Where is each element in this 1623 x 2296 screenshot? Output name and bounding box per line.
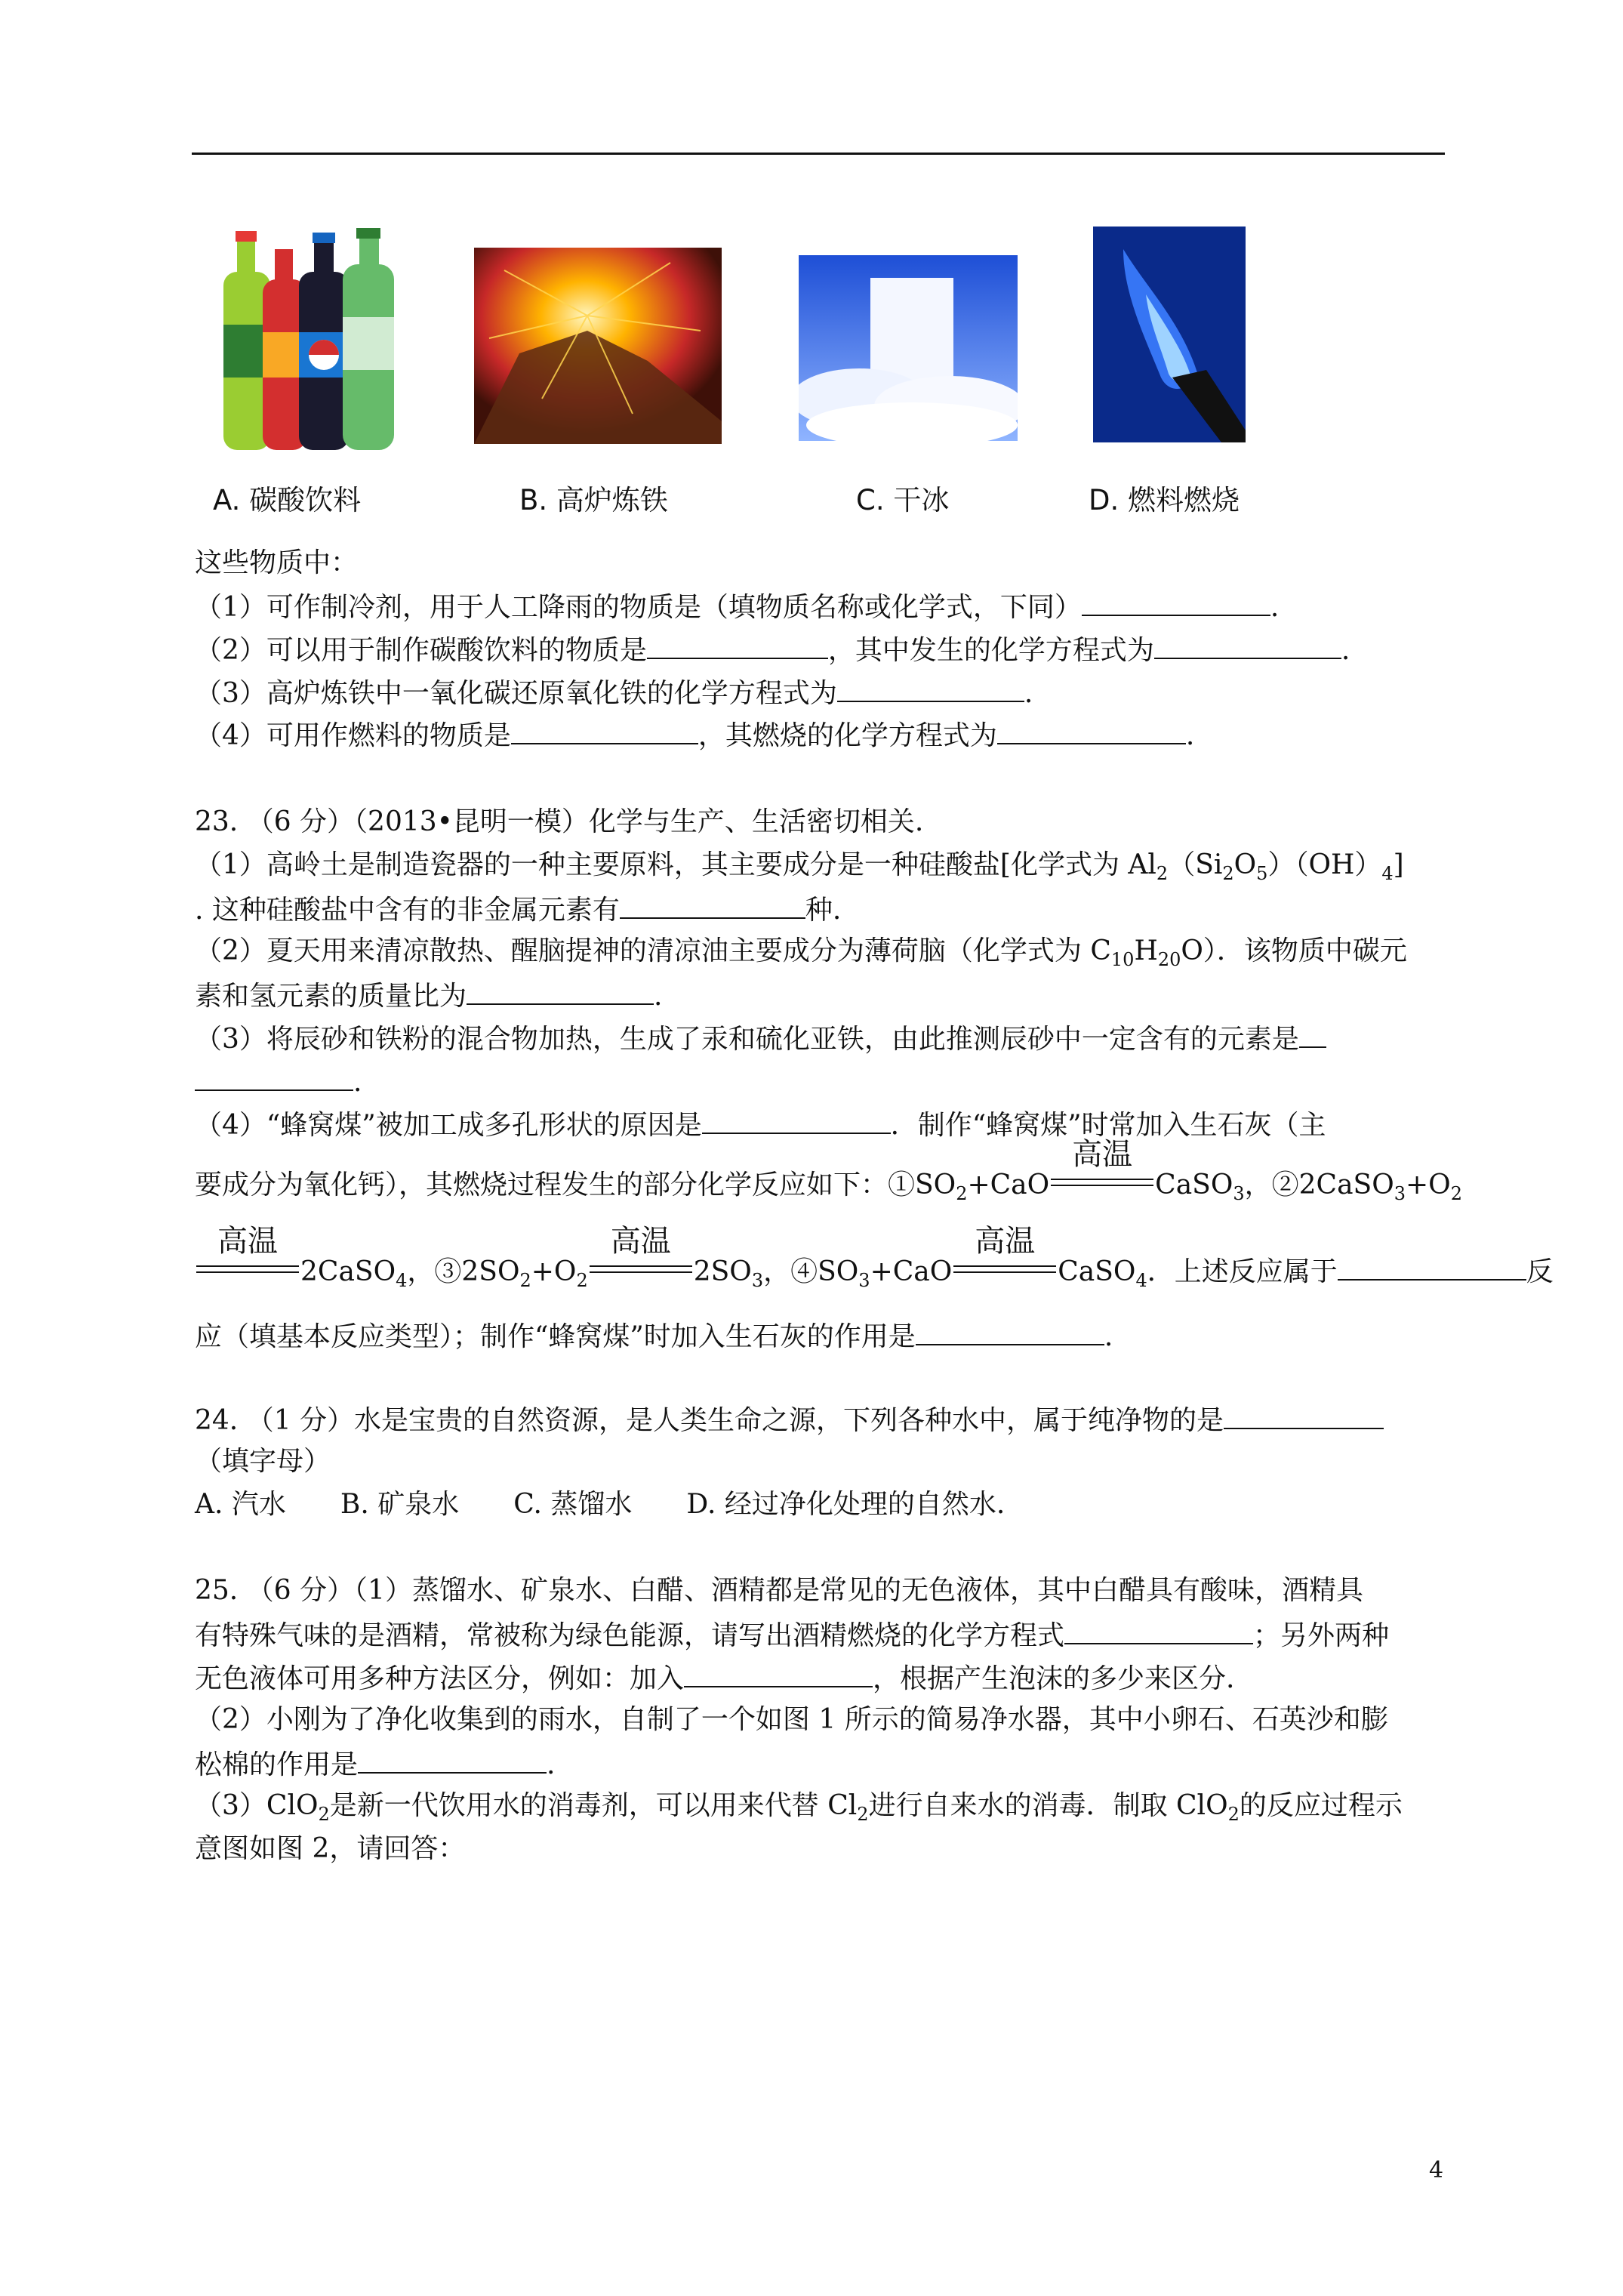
answer-blank[interactable]: [1154, 632, 1341, 659]
answer-blank[interactable]: [1299, 1021, 1326, 1048]
answer-blank[interactable]: [358, 1746, 547, 1774]
q25-line2: 有特殊气味的是酒精，常被称为绿色能源，请写出酒精燃烧的化学方程式 ；另外两种: [195, 1617, 1389, 1653]
q23-part3-line2: .: [195, 1064, 362, 1099]
answer-blank[interactable]: [1064, 1617, 1253, 1644]
q25-line4: （2）小刚为了净化收集到的雨水，自制了一个如图 1 所示的简易净水器，其中小卵石、石英沙和膨: [195, 1704, 1388, 1735]
answer-blank[interactable]: [837, 675, 1024, 702]
gas-flame-image: [1093, 227, 1246, 442]
q24-choices: A. 汽水 B. 矿泉水 C. 蒸馏水 D. 经过净化处理的自然水.: [195, 1489, 1006, 1520]
q23-part3-line1: （3）将辰砂和铁粉的混合物加热，生成了汞和硫化亚铁，由此推测辰砂中一定含有的元素是: [195, 1021, 1326, 1056]
answer-blank[interactable]: [997, 717, 1186, 744]
q25-line5: 松棉的作用是 .: [195, 1746, 555, 1782]
answer-blank[interactable]: [511, 717, 698, 744]
q23-part4-line2: 要成分为氧化钙），其燃烧过程发生的部分化学反应如下：$①SO_2+CaO$ 高温 CaSO$_3$，$②2CaSO_3+O_2$: [195, 1137, 1462, 1204]
answer-blank[interactable]: [1224, 1402, 1384, 1429]
q23-part2-line2: 素和氢元素的质量比为 .: [195, 978, 662, 1013]
answer-blank[interactable]: [916, 1318, 1104, 1345]
high-temp-condition-sign: 高温: [590, 1265, 692, 1281]
answer-blank[interactable]: [647, 632, 828, 659]
answer-blank[interactable]: [702, 1107, 891, 1134]
answer-blank[interactable]: [195, 1064, 353, 1091]
high-temp-condition-sign: 高温: [1051, 1179, 1153, 1194]
q25-line3: 无色液体可用多种方法区分，例如：加入 ，根据产生泡沫的多少来区分.: [195, 1660, 1234, 1696]
q25-line1: 25. （6 分）（1）蒸馏水、矿泉水、白醋、酒精都是常见的无色液体，其中白醋具有酸味，酒精具: [195, 1575, 1363, 1606]
q25-line7: 意图如图 2，请回答：: [195, 1833, 466, 1864]
answer-blank[interactable]: [1338, 1253, 1526, 1281]
q23-part4-line1: （4）“蜂窝煤”被加工成多孔形状的原因是 ．制作“蜂窝煤”时常加入生石灰（主: [195, 1107, 1326, 1142]
option-b-caption: B. 高炉炼铁: [519, 484, 668, 516]
q22-part1: （1）可作制冷剂，用于人工降雨的物质是（填物质名称或化学式，下同） .: [195, 589, 1279, 624]
answer-blank[interactable]: [620, 892, 805, 919]
q24-heading: 24. （1 分）水是宝贵的自然资源，是人类生命之源，下列各种水中，属于纯净物的是: [195, 1402, 1384, 1438]
q22-part4: （4）可用作燃料的物质是 ，其燃烧的化学方程式为 .: [195, 717, 1194, 753]
answer-blank[interactable]: [684, 1660, 873, 1687]
dry-ice-image: [799, 255, 1018, 441]
q23-part4-line4: 应（填基本反应类型）；制作“蜂窝煤”时加入生石灰的作用是 .: [195, 1318, 1113, 1354]
option-a-caption: A. 碳酸饮料: [213, 484, 362, 516]
q23-heading: 23. （6 分）（2013•昆明一模）化学与生产、生活密切相关.: [195, 806, 924, 837]
blast-furnace-image: [474, 248, 722, 444]
option-c-caption: C. 干冰: [856, 484, 950, 516]
answer-blank[interactable]: [467, 978, 654, 1005]
answer-blank[interactable]: [1082, 589, 1270, 616]
q22-part3: （3）高炉炼铁中一氧化碳还原氧化铁的化学方程式为 .: [195, 675, 1033, 710]
q23-part1-line2: . 这种硅酸盐中含有的非金属元素有 种.: [195, 892, 841, 927]
soda-bottles-image: [216, 227, 414, 453]
high-temp-condition-sign: 高温: [196, 1265, 299, 1281]
high-temp-condition-sign: 高温: [953, 1265, 1056, 1281]
q22-part2: （2）可以用于制作碳酸饮料的物质是 ，其中发生的化学方程式为 .: [195, 632, 1350, 667]
q22-intro: 这些物质中：: [195, 547, 359, 578]
q24-hint: （填字母）: [195, 1446, 331, 1477]
header-rule: [192, 153, 1445, 155]
q23-part4-line3: 高温 2CaSO$_4$，$③2SO_2+O_2$ 高温 $2SO_3$，$④SO_3+CaO$ 高温 CaSO$_4$．上述反应属于 反: [195, 1253, 1554, 1289]
option-d-caption: D. 燃料燃烧: [1089, 484, 1240, 516]
q23-part1-line1: （1）高岭土是制造瓷器的一种主要原料，其主要成分是一种硅酸盐[化学式为 $Al_2(Si_2O_5)(OH)_4$]: [195, 849, 1404, 884]
q25-line6: （3）ClO$_2$是新一代饮用水的消毒剂，可以用来代替 $Cl_2$进行自来水的消毒．制取 ClO$_2$的反应过程示: [195, 1790, 1403, 1825]
page-number: 4: [1429, 2157, 1444, 2184]
q23-part2-line1: （2）夏天用来清凉散热、醒脑提神的清凉油主要成分为薄荷脑（化学式为 $C_{10}H_{20}O$）．该物质中碳元: [195, 935, 1407, 970]
